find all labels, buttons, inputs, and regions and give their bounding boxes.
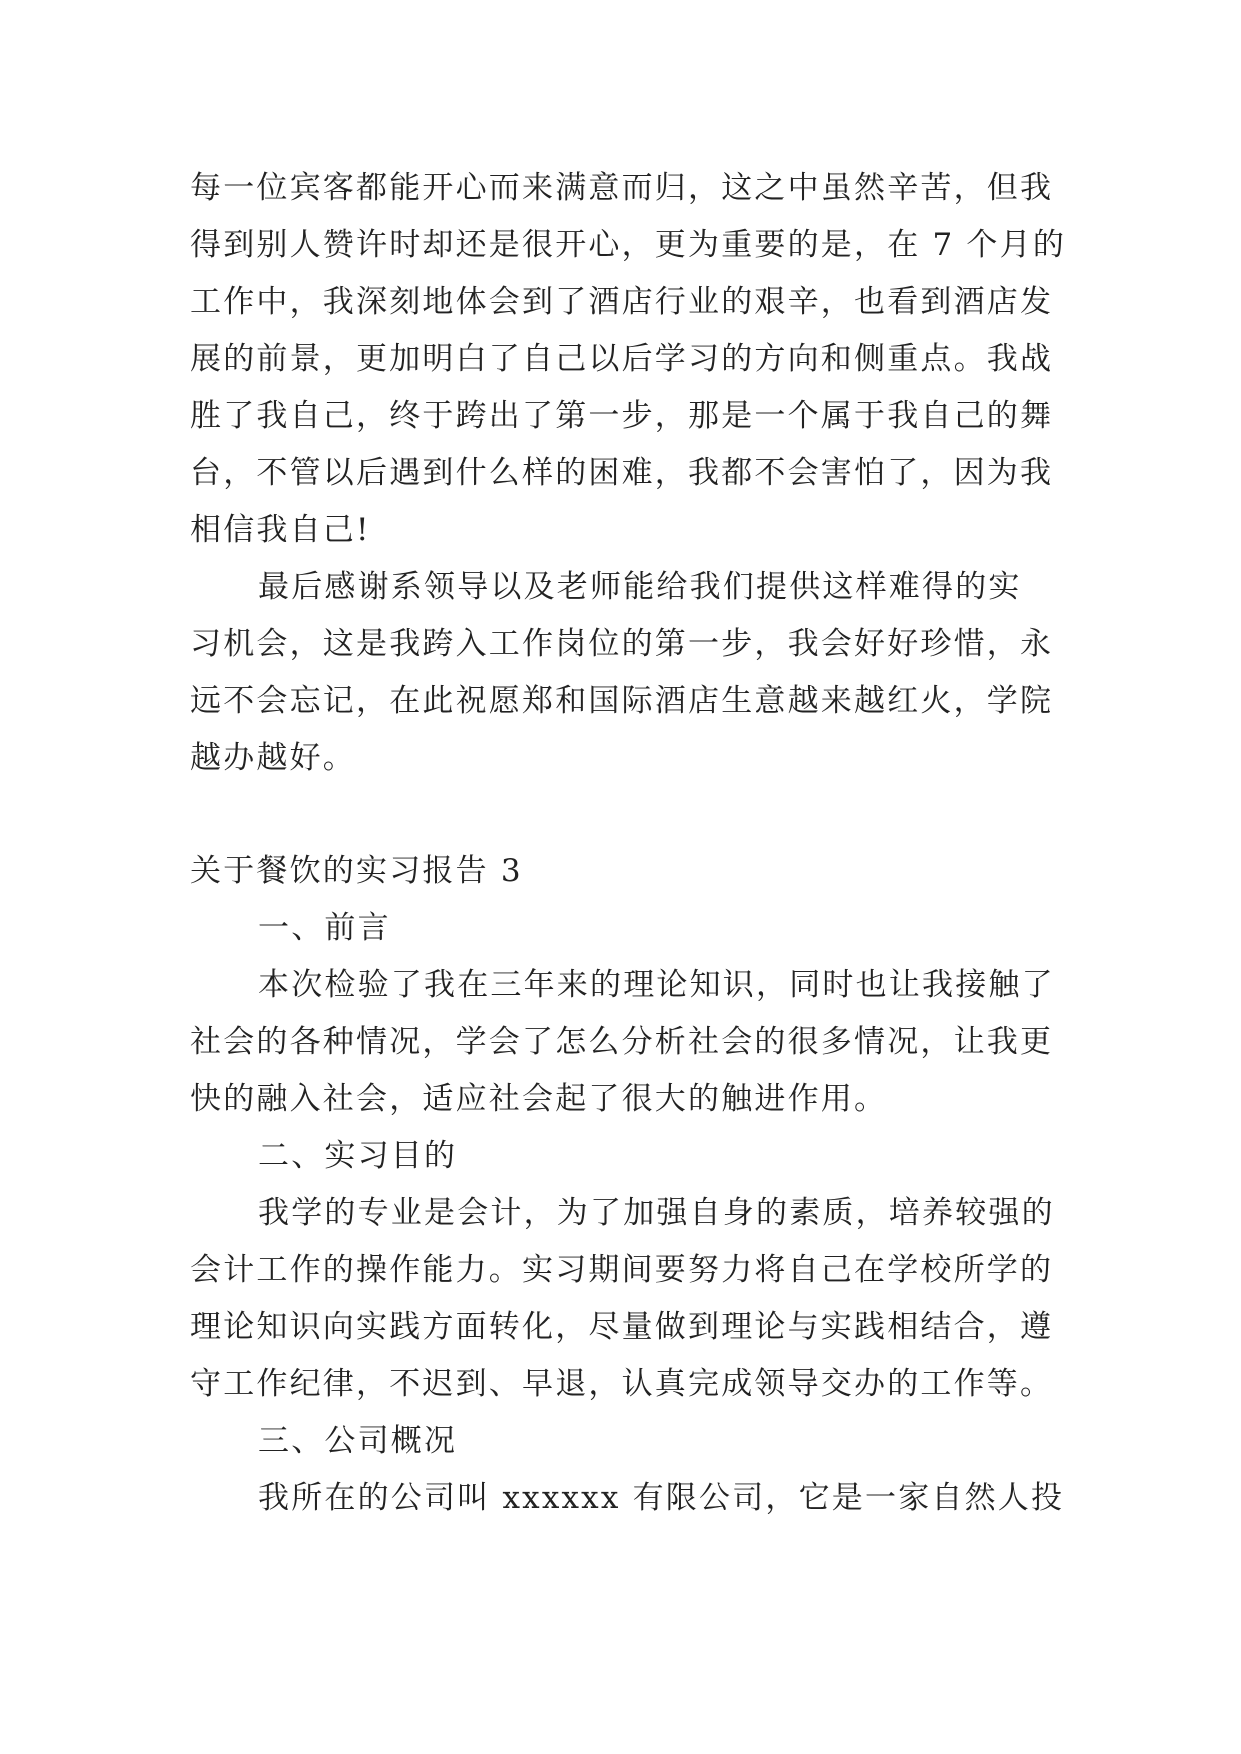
paragraph-line: 最后感谢系领导以及老师能给我们提供这样难得的实 [258,569,1022,605]
paragraph-line: 本次检验了我在三年来的理论知识，同时也让我接触了 [258,967,1055,1003]
paragraph-line: 我学的专业是会计，为了加强自身的素质，培养较强的 [258,1195,1055,1231]
paragraph-line: 展的前景，更加明白了自己以后学习的方向和侧重点。我战 [190,341,1054,377]
paragraph-line: 越办越好。 [190,740,356,776]
paragraph-line: 相信我自己! [190,512,371,548]
section-heading: 三、公司概况 [258,1423,458,1459]
paragraph-line: 远不会忘记，在此祝愿郑和国际酒店生意越来越红火，学院 [190,683,1054,719]
paragraph-line: 习机会，这是我跨入工作岗位的第一步，我会好好珍惜，永 [190,626,1054,662]
paragraph-line: 理论知识向实践方面转化，尽量做到理论与实践相结合，遵 [190,1309,1054,1345]
paragraph-line: 胜了我自己，终于跨出了第一步，那是一个属于我自己的舞 [190,398,1054,434]
paragraph-line: 我所在的公司叫 xxxxxx 有限公司，它是一家自然人投 [258,1480,1065,1516]
paragraph-line: 快的融入社会，适应社会起了很大的触进作用。 [190,1081,888,1117]
paragraph-line: 每一位宾客都能开心而来满意而归，这之中虽然辛苦，但我 [190,170,1054,206]
section-title: 关于餐饮的实习报告 3 [190,853,523,889]
paragraph-line: 会计工作的操作能力。实习期间要努力将自己在学校所学的 [190,1252,1054,1288]
paragraph-line: 台，不管以后遇到什么样的困难，我都不会害怕了，因为我 [190,455,1054,491]
paragraph-line: 得到别人赞许时却还是很开心，更为重要的是，在 7 个月的 [190,227,1067,263]
section-heading: 二、实习目的 [258,1138,458,1174]
paragraph-line: 社会的各种情况，学会了怎么分析社会的很多情况，让我更 [190,1024,1054,1060]
section-heading: 一、前言 [258,910,391,946]
paragraph-line: 工作中，我深刻地体会到了酒店行业的艰辛，也看到酒店发 [190,284,1054,320]
paragraph-line: 守工作纪律，不迟到、早退，认真完成领导交办的工作等。 [190,1366,1054,1402]
